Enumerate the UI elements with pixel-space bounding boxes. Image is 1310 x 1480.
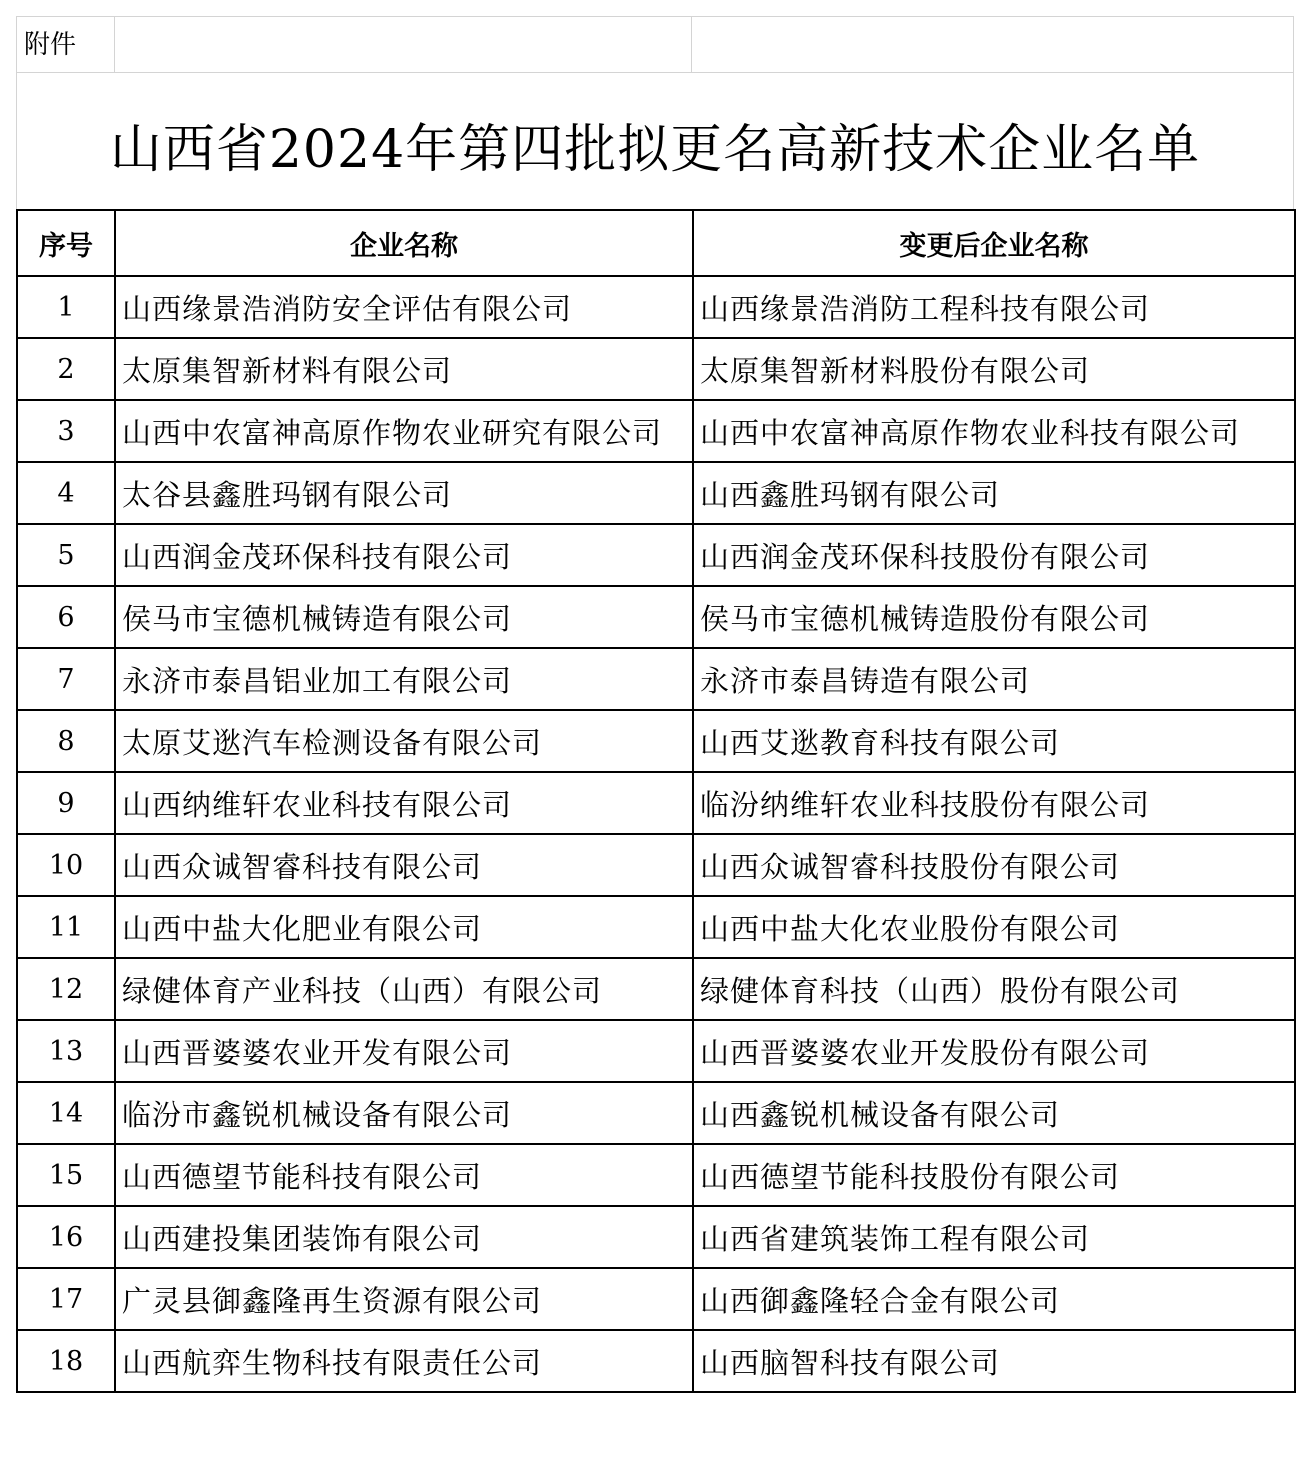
old-name-cell[interactable]: 山西中盐大化肥业有限公司 [115, 896, 693, 958]
row-index-cell[interactable]: 9 [17, 772, 115, 834]
old-name-cell[interactable]: 太原集智新材料有限公司 [115, 338, 693, 400]
old-name-cell[interactable]: 广灵县御鑫隆再生资源有限公司 [115, 1268, 693, 1330]
new-name-cell[interactable]: 山西鑫锐机械设备有限公司 [693, 1082, 1295, 1144]
old-name-cell[interactable]: 山西航弈生物科技有限责任公司 [115, 1330, 693, 1392]
new-name-cell[interactable]: 侯马市宝德机械铸造股份有限公司 [693, 586, 1295, 648]
attachment-label: 附件 [24, 30, 77, 60]
table-row [17, 710, 1295, 772]
table-row [17, 1206, 1295, 1268]
new-name-cell[interactable]: 山西众诚智睿科技股份有限公司 [693, 834, 1295, 896]
empty-cell[interactable] [692, 17, 1294, 73]
table-row [17, 586, 1295, 648]
new-name-cell[interactable]: 永济市泰昌铸造有限公司 [693, 648, 1295, 710]
old-name-cell[interactable]: 太原艾逖汽车检测设备有限公司 [115, 710, 693, 772]
row-index-cell[interactable]: 4 [17, 462, 115, 524]
row-index-cell[interactable]: 11 [17, 896, 115, 958]
row-index-cell[interactable]: 5 [17, 524, 115, 586]
old-name-cell[interactable]: 山西润金茂环保科技有限公司 [115, 524, 693, 586]
table-row [17, 524, 1295, 586]
old-name-cell[interactable]: 山西晋婆婆农业开发有限公司 [115, 1020, 693, 1082]
old-name-cell[interactable]: 山西建投集团装饰有限公司 [115, 1206, 693, 1268]
new-name-cell[interactable]: 山西晋婆婆农业开发股份有限公司 [693, 1020, 1295, 1082]
old-name-cell[interactable]: 临汾市鑫锐机械设备有限公司 [115, 1082, 693, 1144]
table-row [17, 276, 1295, 338]
old-name-cell[interactable]: 侯马市宝德机械铸造有限公司 [115, 586, 693, 648]
table-body [17, 276, 1295, 1392]
row-index-cell[interactable]: 15 [17, 1144, 115, 1206]
new-name-cell[interactable]: 临汾纳维轩农业科技股份有限公司 [693, 772, 1295, 834]
old-name-cell[interactable]: 绿健体育产业科技（山西）有限公司 [115, 958, 693, 1020]
row-index-cell[interactable]: 17 [17, 1268, 115, 1330]
new-name-cell[interactable]: 山西缘景浩消防工程科技有限公司 [693, 276, 1295, 338]
company-rename-table [16, 209, 1296, 1393]
header-old-name[interactable]: 企业名称 [115, 210, 693, 276]
new-name-cell[interactable]: 山西鑫胜玛钢有限公司 [693, 462, 1295, 524]
old-name-cell[interactable]: 太谷县鑫胜玛钢有限公司 [115, 462, 693, 524]
row-index-cell[interactable]: 7 [17, 648, 115, 710]
row-index-cell[interactable]: 8 [17, 710, 115, 772]
row-index-cell[interactable]: 13 [17, 1020, 115, 1082]
table-row [17, 958, 1295, 1020]
attachment-row [16, 16, 1294, 73]
table-row [17, 1268, 1295, 1330]
empty-cell[interactable] [115, 17, 693, 73]
table-row [17, 896, 1295, 958]
header-new-name[interactable]: 变更后企业名称 [693, 210, 1295, 276]
old-name-cell[interactable]: 永济市泰昌铝业加工有限公司 [115, 648, 693, 710]
table-row [17, 648, 1295, 710]
new-name-cell[interactable]: 绿健体育科技（山西）股份有限公司 [693, 958, 1295, 1020]
header-index[interactable]: 序号 [17, 210, 115, 276]
row-index-cell[interactable]: 3 [17, 400, 115, 462]
row-index-cell[interactable]: 2 [17, 338, 115, 400]
row-index-cell[interactable]: 6 [17, 586, 115, 648]
new-name-cell[interactable]: 太原集智新材料股份有限公司 [693, 338, 1295, 400]
row-index-cell[interactable]: 12 [17, 958, 115, 1020]
row-index-cell[interactable]: 18 [17, 1330, 115, 1392]
row-index-cell[interactable]: 16 [17, 1206, 115, 1268]
new-name-cell[interactable]: 山西中盐大化农业股份有限公司 [693, 896, 1295, 958]
new-name-cell[interactable]: 山西中农富神高原作物农业科技有限公司 [693, 400, 1295, 462]
table-row [17, 462, 1295, 524]
row-index-cell[interactable]: 14 [17, 1082, 115, 1144]
table-row [17, 338, 1295, 400]
spreadsheet [16, 16, 1294, 1393]
old-name-cell[interactable]: 山西众诚智睿科技有限公司 [115, 834, 693, 896]
table-row [17, 772, 1295, 834]
row-index-cell[interactable]: 1 [17, 276, 115, 338]
old-name-cell[interactable]: 山西纳维轩农业科技有限公司 [115, 772, 693, 834]
new-name-cell[interactable]: 山西御鑫隆轻合金有限公司 [693, 1268, 1295, 1330]
table-row [17, 834, 1295, 896]
table-row [17, 1330, 1295, 1392]
new-name-cell[interactable]: 山西省建筑装饰工程有限公司 [693, 1206, 1295, 1268]
table-row [17, 1082, 1295, 1144]
old-name-cell[interactable]: 山西中农富神高原作物农业研究有限公司 [115, 400, 693, 462]
attachment-cell[interactable] [17, 17, 115, 73]
new-name-cell[interactable]: 山西德望节能科技股份有限公司 [693, 1144, 1295, 1206]
old-name-cell[interactable]: 山西德望节能科技有限公司 [115, 1144, 693, 1206]
old-name-cell[interactable]: 山西缘景浩消防安全评估有限公司 [115, 276, 693, 338]
new-name-cell[interactable]: 山西艾逖教育科技有限公司 [693, 710, 1295, 772]
row-index-cell[interactable]: 10 [17, 834, 115, 896]
table-row [17, 1144, 1295, 1206]
title-row[interactable] [16, 73, 1294, 209]
new-name-cell[interactable]: 山西脑智科技有限公司 [693, 1330, 1295, 1392]
new-name-cell[interactable]: 山西润金茂环保科技股份有限公司 [693, 524, 1295, 586]
page-title: 山西省2024年第四批拟更名高新技术企业名单 [109, 119, 1201, 180]
table-header-row [17, 210, 1295, 276]
table-row [17, 1020, 1295, 1082]
table-row [17, 400, 1295, 462]
